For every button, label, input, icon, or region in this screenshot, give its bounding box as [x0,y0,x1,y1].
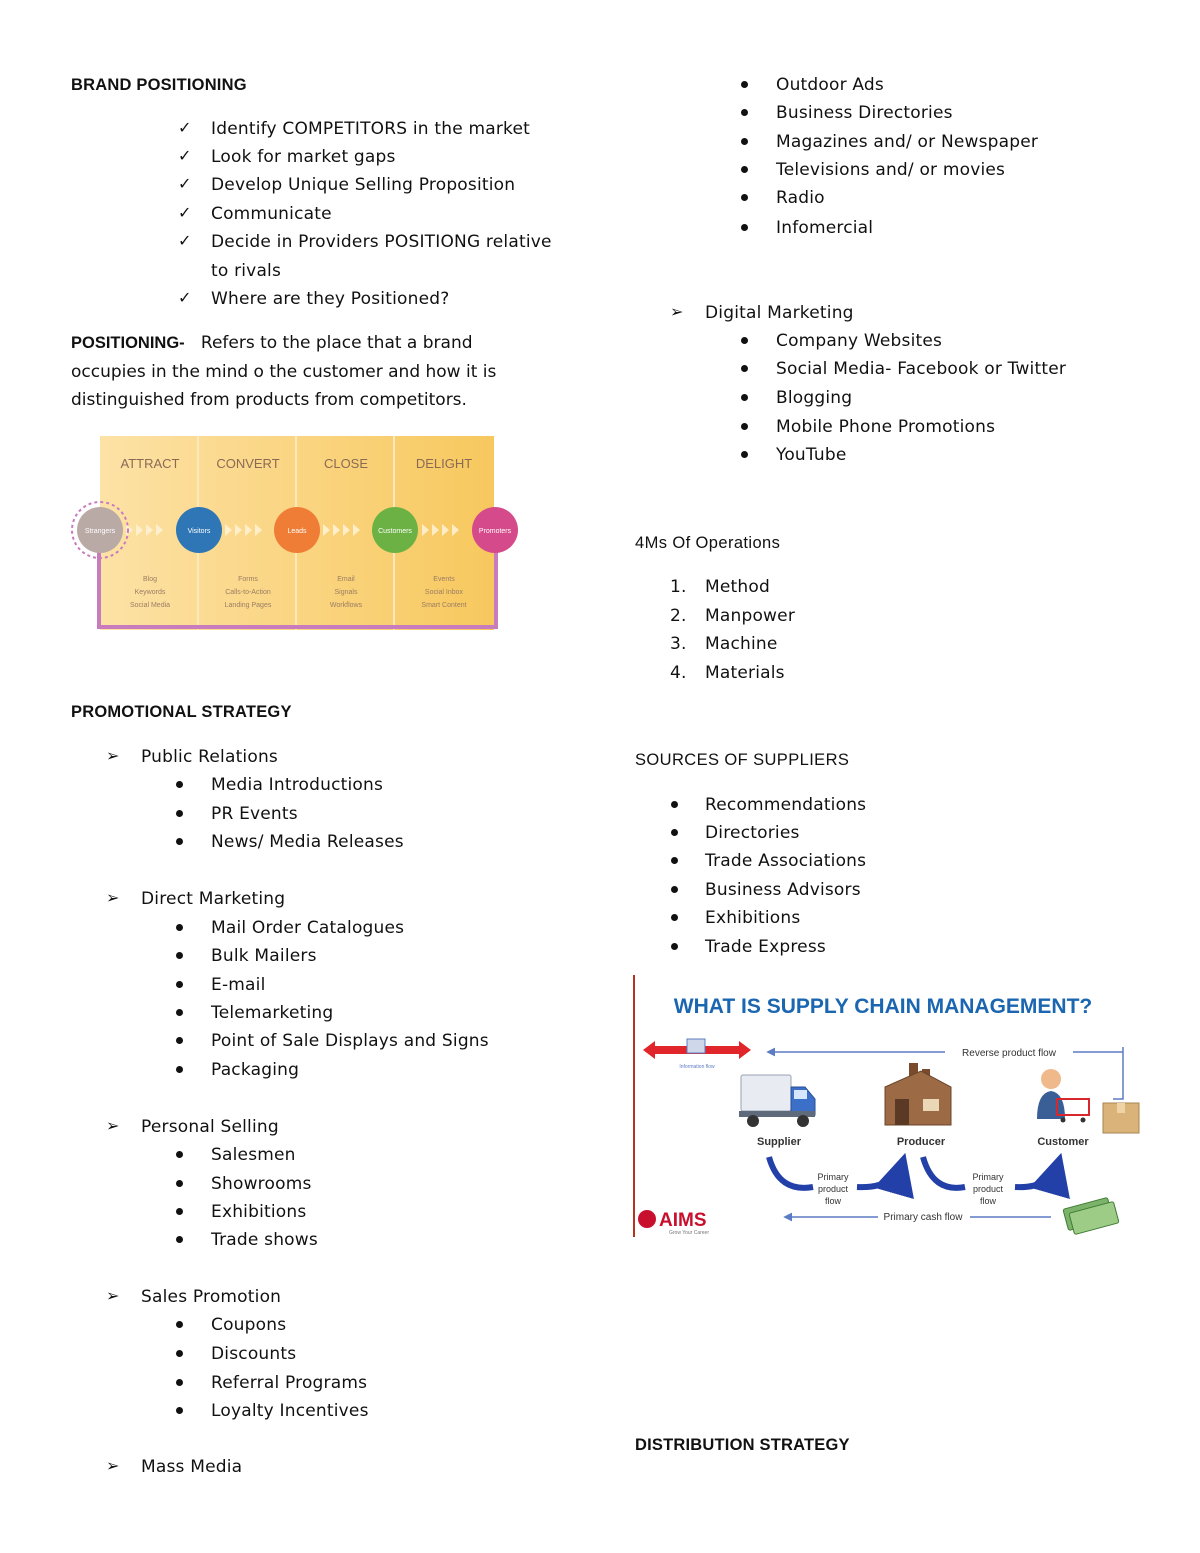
list-item: Company Websites [776,331,943,351]
customer-icon [1037,1069,1089,1123]
distribution-strategy-heading: DISTRIBUTION STRATEGY [635,1436,850,1454]
bullet-icon [176,1180,183,1187]
product-flow-arrow [857,1161,903,1187]
list-item: E-mail [211,975,266,995]
check-icon: ✓ [178,118,192,137]
group-title-public-relations: Public Relations [141,747,278,767]
bullet-icon [741,81,748,88]
list-item: Trade shows [211,1230,318,1250]
check-icon: ✓ [178,146,192,165]
group-title-sales-promotion: Sales Promotion [141,1287,282,1307]
checklist-item: Decide in Providers POSITIONG relative [211,232,552,252]
node-label: Leads [287,528,307,535]
bullet-icon [741,394,748,401]
checklist-item: Communicate [211,204,332,224]
suppliers-heading: SOURCES OF SUPPLIERS [635,751,850,769]
stage-label: CLOSE [323,456,369,471]
list-item: Referral Programs [211,1373,368,1393]
bullet-icon [176,1009,183,1016]
tool-label: Keywords [134,589,166,596]
list-item: Business Directories [776,103,953,123]
checklist-item: Look for market gaps [211,147,396,167]
product-flow-label: Primary product flow [817,1172,849,1206]
list-number: 3. [670,634,687,654]
arrow-bullet-icon: ➢ [106,1456,120,1475]
list-item: Directories [705,823,800,843]
tool-label: Blog [142,576,158,583]
checklist-item: Identify COMPETITORS in the market [211,119,530,139]
list-item: Coupons [211,1315,287,1335]
product-flow-curve [769,1157,813,1188]
bullet-icon [176,1236,183,1243]
checklist-item: Develop Unique Selling Proposition [211,175,516,195]
bullet-icon [671,943,678,950]
product-flow-arrow [1015,1161,1059,1187]
list-item: Mobile Phone Promotions [776,417,996,437]
bullet-icon [176,781,183,788]
stage-label: ATTRACT [120,456,180,471]
list-item: Bulk Mailers [211,946,317,966]
reverse-flow-label: Reverse product flow [962,1048,1056,1059]
promotional-strategy-heading: PROMOTIONAL STRATEGY [71,703,292,721]
tool-label: Social Media [129,602,171,609]
tool-label: Signals [334,589,358,596]
positioning-term: POSITIONING- [71,334,185,352]
supply-chain-title: WHAT IS SUPPLY CHAIN MANAGEMENT? [673,995,1093,1018]
stage-label: DELIGHT [415,456,473,471]
list-item: Materials [705,663,785,683]
bullet-icon [176,1379,183,1386]
list-item: Discounts [211,1344,297,1364]
node-customer: Customer [1037,1136,1089,1148]
list-item: Social Media- Facebook or Twitter [776,359,1067,379]
group-title-digital-marketing: Digital Marketing [705,303,854,323]
positioning-text: Refers to the place that a brand occupies in the mind o the customer and how it is distinguished from products from competitors. [71,333,497,410]
bullet-icon [671,829,678,836]
list-item: Infomercial [776,218,874,238]
stage-label: CONVERT [216,456,280,471]
product-flow-label: Primary product flow [972,1172,1004,1206]
list-number: 1. [670,577,687,597]
bullet-icon [176,1066,183,1073]
bullet-icon [176,981,183,988]
list-item: Showrooms [211,1174,312,1194]
bullet-icon [176,1151,183,1158]
bullet-icon [176,952,183,959]
bullet-icon [671,914,678,921]
check-icon: ✓ [178,174,192,193]
list-item: Exhibitions [705,908,801,928]
brand-positioning-heading: BRAND POSITIONING [71,76,247,94]
cash-flow-label: Primary cash flow [883,1212,963,1223]
reverse-flow-line [1113,1047,1123,1099]
node-label: Promoters [478,528,512,535]
tool-label: Workflows [329,602,363,609]
list-number: 4. [670,663,687,683]
bullet-icon [741,224,748,231]
bullet-icon [176,924,183,931]
information-icon [687,1039,705,1053]
list-item: News/ Media Releases [211,832,404,852]
bullet-icon [176,1407,183,1414]
bullet-icon [741,138,748,145]
list-item: Machine [705,634,778,654]
group-title-direct-marketing: Direct Marketing [141,889,286,909]
list-item: Business Advisors [705,880,861,900]
list-item: Point of Sale Displays and Signs [211,1031,489,1051]
node-label: Visitors [187,528,211,535]
list-item: Outdoor Ads [776,75,884,95]
list-item: Loyalty Incentives [211,1401,369,1421]
list-item: Magazines and/ or Newspaper [776,132,1039,152]
list-item: Trade Associations [705,851,867,871]
bullet-icon [671,886,678,893]
inbound-methodology-figure [70,434,526,632]
aims-logo [638,1210,709,1236]
list-item: Blogging [776,388,853,408]
bullet-icon [741,166,748,173]
operations-heading: 4Ms Of Operations [635,534,781,552]
tool-label: Smart Content [421,602,467,609]
bullet-icon [176,1037,183,1044]
bullet-icon [176,1321,183,1328]
aims-tagline: Grow Your Career [668,1230,710,1236]
bullet-icon [741,337,748,344]
check-icon: ✓ [178,203,192,222]
bullet-icon [671,857,678,864]
list-item: Method [705,577,770,597]
list-item: Salesmen [211,1145,296,1165]
tool-label: Forms [238,576,258,583]
tool-label: Landing Pages [224,602,272,609]
factory-icon [885,1063,951,1125]
bullet-icon [176,1208,183,1215]
list-item: Telemarketing [211,1003,334,1023]
list-item: PR Events [211,804,298,824]
information-flow-label: Information flow [679,1064,715,1070]
list-item: Recommendations [705,795,867,815]
list-number: 2. [670,606,687,626]
arrow-bullet-icon: ➢ [106,746,120,765]
group-title-personal-selling: Personal Selling [141,1117,279,1137]
list-item: YouTube [776,445,847,465]
bullet-icon [741,423,748,430]
list-item: Exhibitions [211,1202,307,1222]
node-producer: Producer [896,1136,946,1148]
arrow-bullet-icon: ➢ [670,302,684,321]
list-item: Trade Express [705,937,826,957]
tool-label: Social Inbox [424,589,464,596]
check-icon: ✓ [178,288,192,307]
bullet-icon [741,451,748,458]
bullet-icon [741,194,748,201]
supply-chain-figure [633,975,1153,1237]
list-item: Manpower [705,606,796,626]
node-label: Customers [378,528,412,535]
checklist-item: Where are they Positioned? [211,289,450,309]
list-item: Televisions and/ or movies [776,160,1006,180]
group-title-mass-media: Mass Media [141,1457,243,1477]
arrow-bullet-icon: ➢ [106,1286,120,1305]
list-item: Packaging [211,1060,300,1080]
figure-left-edge [633,975,635,1237]
aims-logo-text: AIMS [659,1210,707,1231]
tool-label: Email [337,576,355,583]
bullet-icon [741,365,748,372]
arrow-bullet-icon: ➢ [106,1116,120,1135]
bullet-icon [176,838,183,845]
arrow-bullet-icon: ➢ [106,888,120,907]
node-label: Strangers [84,528,116,535]
bullet-icon [671,801,678,808]
check-icon: ✓ [178,231,192,250]
list-item: Media Introductions [211,775,384,795]
node-supplier: Supplier [756,1136,802,1148]
bullet-icon [176,810,183,817]
bullet-icon [176,1350,183,1357]
truck-icon [739,1075,815,1127]
checklist-item-continuation: to rivals [211,261,282,281]
bullet-icon [741,109,748,116]
list-item: Radio [776,188,825,208]
package-icon [1103,1103,1139,1133]
list-item: Mail Order Catalogues [211,918,405,938]
tool-label: Events [433,576,455,583]
tool-label: Calls-to-Action [225,589,271,596]
money-icon [1063,1197,1119,1234]
positioning-definition [71,329,541,415]
product-flow-curve [923,1157,965,1188]
